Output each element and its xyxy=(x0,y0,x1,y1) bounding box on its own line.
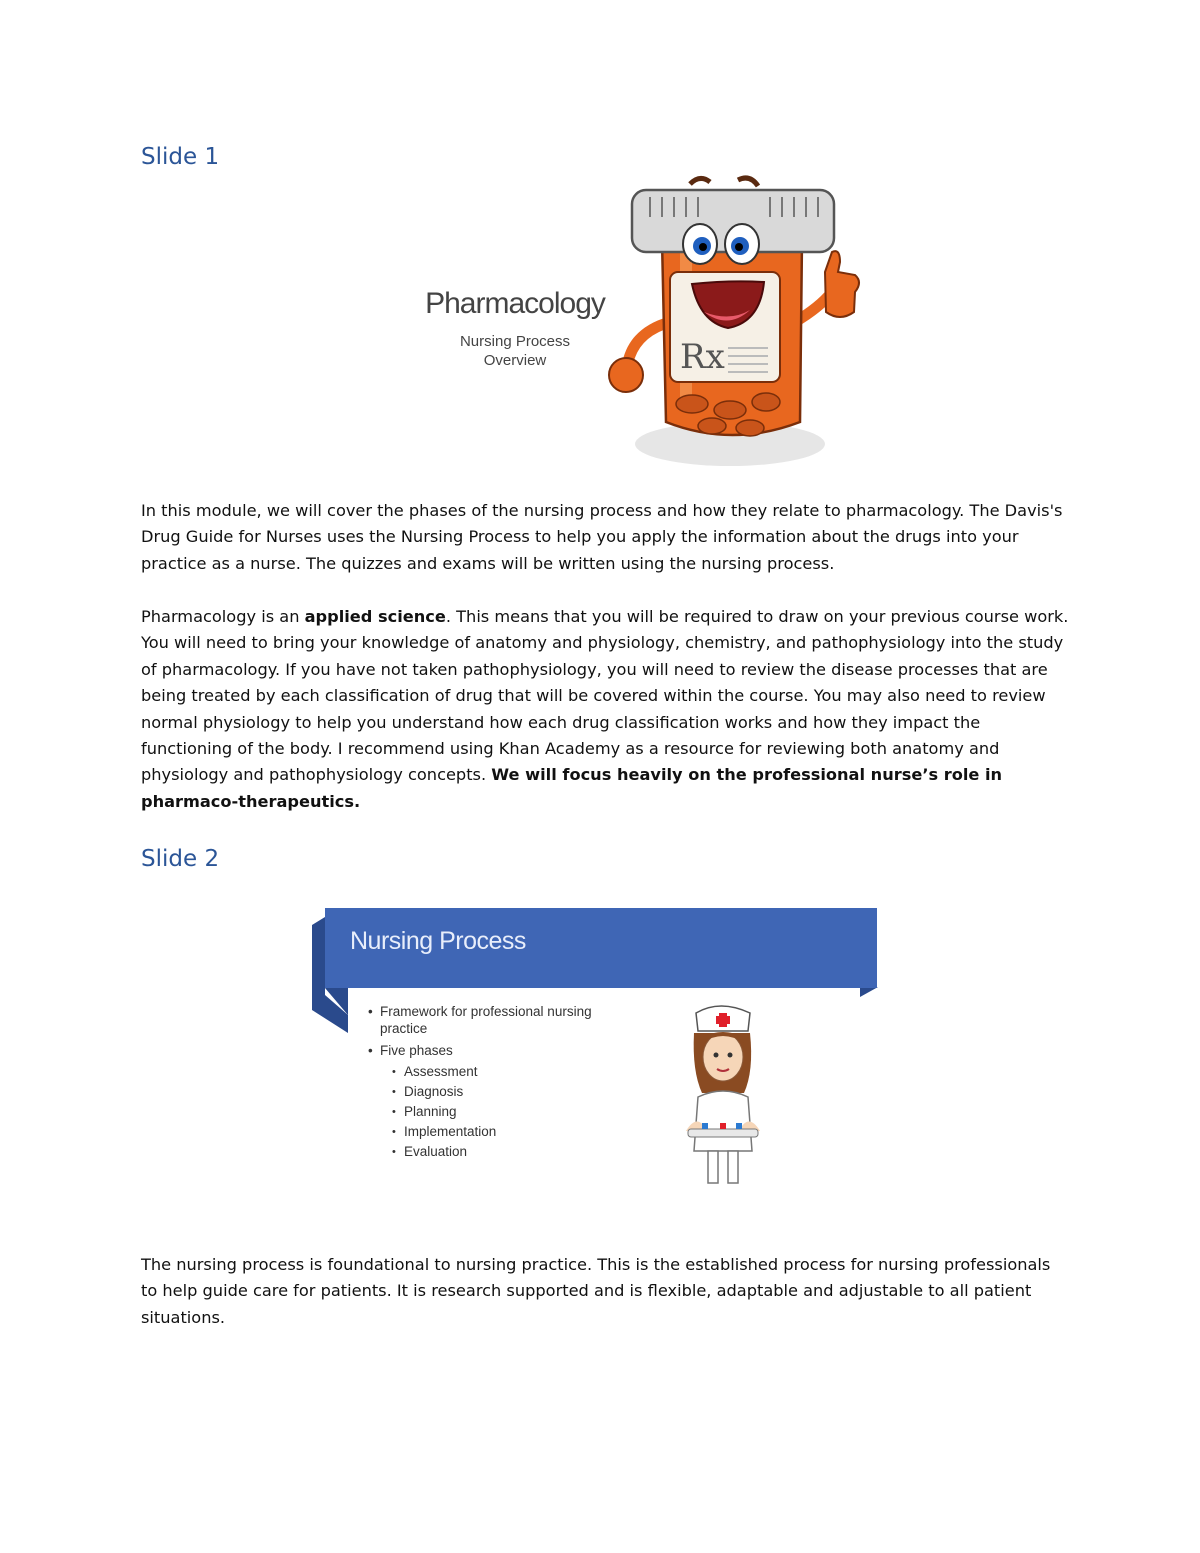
applied-science-bold: applied science xyxy=(304,607,446,626)
phase-diagnosis: • Diagnosis xyxy=(392,1082,608,1102)
slide-2-bullet-list xyxy=(368,1003,608,1167)
phase-list xyxy=(380,1062,608,1162)
paragraph-2-bold-closing: We will focus heavily on the professional nurse’s role in pharmaco-therapeutics. xyxy=(141,765,1003,811)
paragraph-2-text-start: Pharmacology is an xyxy=(141,607,305,626)
slide-1-image-subtitle-line1: Nursing Process xyxy=(459,333,571,350)
slide-1-heading: Slide 1 xyxy=(141,144,220,170)
paragraph-2-text-body: . This means that you will be required to draw on your previous course work. You will need to bring your knowledge of anatomy and physiology, chemistry, and pathophysiology into the study of pharmacology. If you have not taken pathophysiology, you will need to review the disease processes that are being treated by each classification of drug that will be covered within the course. You may also need to review normal physiology to help you understand how each drug classification works and how they impact the functioning of the body. I recommend using Khan Academy as a resource for reviewing both anatomy and physiology and pathophysiology concepts. xyxy=(141,607,1069,785)
pill-bottle-mascot-illustration xyxy=(600,172,870,472)
bullet-five-phases xyxy=(368,1042,608,1162)
phase-planning: • Planning xyxy=(392,1102,608,1122)
bullet-framework: • Framework for professional nursing practice xyxy=(368,1003,608,1037)
phase-assessment: • Assessment xyxy=(392,1062,608,1082)
slide-1-image xyxy=(400,172,870,472)
slide-1-paragraph-2 xyxy=(141,604,1071,815)
slide-2-paragraph: The nursing process is foundational to nursing practice. This is the established process for nursing professionals to help guide care for patients. It is research supported and is flexible, adaptable and adjustable to all patient situations. xyxy=(141,1255,1051,1327)
slide-2-heading: Slide 2 xyxy=(141,846,220,872)
phase-implementation: • Implementation xyxy=(392,1122,608,1142)
slide-1-paragraph-1: In this module, we will cover the phases of the nursing process and how they relate to pharmacology. The Davis's Drug Guide for Nurses uses the Nursing Process to help you apply the information about the drugs into your practice as a nurse. The quizzes and exams will be written using the nursing process. xyxy=(141,501,1063,573)
slide-2-image xyxy=(310,905,880,1210)
slide-1-image-subtitle xyxy=(420,332,610,370)
nurse-illustration xyxy=(678,1001,778,1186)
slide-1-image-title: Pharmacology xyxy=(425,287,605,320)
rx-label: Rx xyxy=(680,337,725,377)
slide-2-image-title: Nursing Process xyxy=(350,927,526,955)
bullet-five-phases-label: Five phases xyxy=(380,1043,453,1058)
slide-1-image-subtitle-line2: Overview xyxy=(483,352,547,369)
phase-evaluation: • Evaluation xyxy=(392,1142,608,1162)
